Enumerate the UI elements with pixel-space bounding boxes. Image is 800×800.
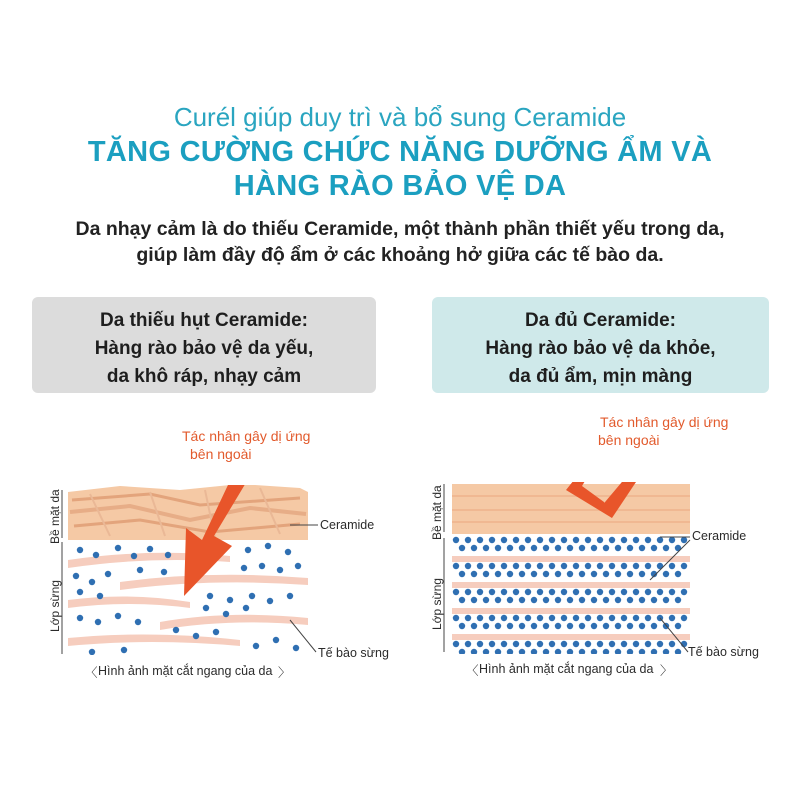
ceramide-dot [477, 563, 483, 569]
ceramide-dot [519, 649, 525, 655]
ceramide-dot [603, 623, 609, 629]
ceramide-dot [633, 537, 639, 543]
ceramide-dot [639, 623, 645, 629]
ceramide-dot [645, 563, 651, 569]
ceramide-dot [507, 597, 513, 603]
ceramide-dot [585, 641, 591, 647]
deficient-allergen-label2: bên ngoài [190, 446, 252, 462]
ceramide-dot [597, 563, 603, 569]
ceramide-dot [549, 589, 555, 595]
ceramide-dot [483, 623, 489, 629]
ceramide-dot [669, 563, 675, 569]
ceramide-dot [561, 641, 567, 647]
ceramide-dot [519, 545, 525, 551]
sufficient-allergen-label1: Tác nhân gây dị ứng [600, 414, 729, 430]
sufficient-horny-label: Lớp sừng [430, 578, 444, 630]
ceramide-dot [555, 649, 561, 655]
ceramide-dot [645, 537, 651, 543]
ceramide-dot [483, 597, 489, 603]
header-title-line2: HÀNG RÀO BẢO VỆ DA [233, 170, 567, 202]
header-title-line1: TĂNG CƯỜNG CHỨC NĂNG DƯỠNG ẨM VÀ [87, 136, 713, 168]
ceramide-dot [579, 545, 585, 551]
ceramide-dot [627, 597, 633, 603]
ceramide-dot [579, 649, 585, 655]
ceramide-dot [639, 571, 645, 577]
ceramide-dot [573, 563, 579, 569]
deficient-surface-label: Bề mặt da [48, 489, 62, 544]
ceramide-dot [573, 589, 579, 595]
ceramide-dot [489, 537, 495, 543]
ceramide-dot [627, 571, 633, 577]
ceramide-dot [597, 641, 603, 647]
ceramide-dot [531, 545, 537, 551]
ceramide-dot [483, 649, 489, 655]
ceramide-dot [603, 545, 609, 551]
ceramide-dot [657, 589, 663, 595]
ceramide-dot [675, 623, 681, 629]
ceramide-dot [465, 641, 471, 647]
ceramide-dot [633, 563, 639, 569]
ceramide-dot [561, 615, 567, 621]
ceramide-dot [645, 615, 651, 621]
ceramide-dot [597, 589, 603, 595]
ceramide-dot [615, 571, 621, 577]
ceramide-dot [459, 623, 465, 629]
ceramide-dot [591, 545, 597, 551]
sufficient-allergen-label2: bên ngoài [598, 432, 660, 448]
deficient-caption-close: 〉 [278, 666, 291, 680]
ceramide-dot [453, 563, 459, 569]
ceramide-dot [459, 597, 465, 603]
ceramide-dot [681, 563, 687, 569]
ceramide-dot [567, 545, 573, 551]
ceramide-dot [567, 649, 573, 655]
ceramide-dot [525, 537, 531, 543]
ceramide-dot [657, 537, 663, 543]
ceramide-dot [585, 589, 591, 595]
header-subtitle: Curél giúp duy trì và bổ sung Ceramide [173, 102, 627, 132]
ceramide-dot [639, 649, 645, 655]
ceramide-dot [603, 597, 609, 603]
ceramide-dot [675, 571, 681, 577]
ceramide-dot [537, 563, 543, 569]
ceramide-dot [615, 649, 621, 655]
ceramide-dot [651, 649, 657, 655]
ceramide-dot [597, 537, 603, 543]
ceramide-dot [537, 615, 543, 621]
ceramide-dot [495, 545, 501, 551]
ceramide-dot [513, 641, 519, 647]
ceramide-dot [495, 649, 501, 655]
ceramide-dot [609, 589, 615, 595]
ceramide-dot [465, 615, 471, 621]
ceramide-dot [663, 649, 669, 655]
ceramide-dot [513, 615, 519, 621]
ceramide-dot [531, 571, 537, 577]
ceramide-dot [477, 615, 483, 621]
ceramide-dot [525, 641, 531, 647]
ceramide-dot [669, 589, 675, 595]
ceramide-dot [645, 641, 651, 647]
ceramide-dot [621, 563, 627, 569]
ceramide-dot [543, 597, 549, 603]
ceramide-dot [627, 649, 633, 655]
ceramide-dot [555, 571, 561, 577]
ceramide-dot [507, 545, 513, 551]
ceramide-dot [477, 641, 483, 647]
sufficient-corneocyte-label: Tế bào sừng [688, 645, 759, 659]
ceramide-dot [471, 623, 477, 629]
ceramide-dot [471, 545, 477, 551]
sufficient-caption-open: 〈 [466, 664, 479, 678]
ceramide-dot [633, 589, 639, 595]
ceramide-dot [585, 537, 591, 543]
ceramide-dot [525, 563, 531, 569]
ceramide-dot [669, 537, 675, 543]
ceramide-dot [501, 641, 507, 647]
ceramide-dot [537, 641, 543, 647]
ceramide-dot [663, 545, 669, 551]
ceramide-dot [591, 597, 597, 603]
ceramide-dot [471, 571, 477, 577]
intro-line2: giúp làm đầy độ ẩm ở các khoảng hở giữa các tế bào da. [136, 244, 664, 266]
ceramide-dot [573, 641, 579, 647]
ceramide-dot [639, 597, 645, 603]
ceramide-dot [567, 597, 573, 603]
ceramide-dot [537, 537, 543, 543]
ceramide-dot [621, 589, 627, 595]
deficient-line2: Hàng rào bảo vệ da yếu, [94, 338, 314, 359]
deficient-line3: da khô ráp, nhạy cảm [106, 366, 302, 387]
ceramide-dot [471, 649, 477, 655]
ceramide-dot [453, 641, 459, 647]
ceramide-dot [555, 545, 561, 551]
ceramide-dot [495, 623, 501, 629]
ceramide-dot [513, 563, 519, 569]
ceramide-dot [561, 537, 567, 543]
deficient-caption: Hình ảnh mặt cắt ngang của da [98, 664, 273, 678]
deficient-title: Da thiếu hụt Ceramide: [100, 310, 308, 331]
ceramide-dot [675, 597, 681, 603]
sufficient-surface-label: Bề mặt da [430, 485, 444, 540]
ceramide-dot [657, 641, 663, 647]
ceramide-dot [555, 597, 561, 603]
ceramide-dot [495, 571, 501, 577]
ceramide-dot [585, 563, 591, 569]
ceramide-dot [573, 537, 579, 543]
ceramide-dot [639, 545, 645, 551]
deficient-ceramide-label: Ceramide [320, 518, 375, 532]
ceramide-dot [591, 649, 597, 655]
ceramide-dot [513, 589, 519, 595]
ceramide-dot [507, 649, 513, 655]
ceramide-dot [525, 589, 531, 595]
sufficient-ceramide-label: Ceramide [692, 529, 747, 543]
deficient-skin-diagram [68, 468, 308, 655]
ceramide-dot [585, 615, 591, 621]
ceramide-dot [651, 623, 657, 629]
deficient-horny-label: Lớp sừng [48, 580, 62, 632]
ceramide-dot [669, 615, 675, 621]
ceramide-dot [483, 571, 489, 577]
ceramide-dot [561, 563, 567, 569]
ceramide-dot [651, 545, 657, 551]
ceramide-dot [453, 589, 459, 595]
ceramide-dot [471, 597, 477, 603]
deficient-allergen-label1: Tác nhân gây dị ứng [182, 428, 311, 444]
ceramide-dot [501, 615, 507, 621]
ceramide-dot [501, 589, 507, 595]
ceramide-dot [633, 641, 639, 647]
ceramide-dot [519, 571, 525, 577]
ceramide-dot [531, 623, 537, 629]
ceramide-dot [669, 641, 675, 647]
sufficient-line3: da đủ ẩm, mịn màng [508, 366, 693, 387]
ceramide-dot [459, 649, 465, 655]
ceramide-dot [579, 597, 585, 603]
ceramide-dot [681, 589, 687, 595]
ceramide-dot [573, 615, 579, 621]
ceramide-dot [465, 537, 471, 543]
ceramide-dot [609, 641, 615, 647]
ceramide-dot [507, 571, 513, 577]
ceramide-dot [555, 623, 561, 629]
ceramide-dot [489, 563, 495, 569]
sufficient-title: Da đủ Ceramide: [525, 310, 676, 331]
ceramide-dot [681, 615, 687, 621]
ceramide-dot [477, 589, 483, 595]
intro-line1: Da nhạy cảm là do thiếu Ceramide, một thành phần thiết yếu trong da, [75, 218, 725, 240]
ceramide-dot [525, 615, 531, 621]
ceramide-dot [621, 537, 627, 543]
ceramide-dot [519, 597, 525, 603]
ceramide-dot [633, 615, 639, 621]
ceramide-dot [579, 571, 585, 577]
sufficient-skin-diagram [452, 470, 690, 655]
ceramide-dot [543, 571, 549, 577]
deficient-corneocyte-label: Tế bào sừng [318, 646, 389, 660]
ceramide-dot [549, 537, 555, 543]
ceramide-dot [465, 563, 471, 569]
ceramide-dot [489, 641, 495, 647]
ceramide-dot [621, 615, 627, 621]
ceramide-dot [531, 597, 537, 603]
sufficient-caption: Hình ảnh mặt cắt ngang của da [479, 662, 654, 676]
ceramide-dot [609, 563, 615, 569]
ceramide-dot [459, 571, 465, 577]
ceramide-dot [543, 545, 549, 551]
ceramide-dot [627, 545, 633, 551]
ceramide-dot [453, 537, 459, 543]
ceramide-dot [609, 537, 615, 543]
ceramide-dot [543, 623, 549, 629]
ceramide-dot [627, 623, 633, 629]
ceramide-dot [549, 641, 555, 647]
sufficient-line2: Hàng rào bảo vệ da khỏe, [485, 338, 716, 359]
ceramide-dot [549, 563, 555, 569]
ceramide-dot [501, 563, 507, 569]
ceramide-dot [621, 641, 627, 647]
ceramide-dot [645, 589, 651, 595]
ceramide-dot [597, 615, 603, 621]
ceramide-dot [549, 615, 555, 621]
ceramide-dot [591, 623, 597, 629]
ceramide-dot [453, 615, 459, 621]
ceramide-dot [663, 597, 669, 603]
ceramide-dot [609, 615, 615, 621]
ceramide-dot [675, 649, 681, 655]
ceramide-dot [501, 537, 507, 543]
ceramide-dot [543, 649, 549, 655]
ceramide-dot [651, 597, 657, 603]
ceramide-dot [567, 623, 573, 629]
ceramide-dot [603, 649, 609, 655]
ceramide-dot [507, 623, 513, 629]
ceramide-dot [489, 589, 495, 595]
ceramide-dot [567, 571, 573, 577]
ceramide-dot [513, 537, 519, 543]
ceramide-dot [615, 545, 621, 551]
ceramide-dot [561, 589, 567, 595]
ceramide-dot [489, 615, 495, 621]
ceramide-dot [591, 571, 597, 577]
ceramide-dot [531, 649, 537, 655]
sufficient-caption-close: 〉 [660, 664, 673, 678]
ceramide-dot [603, 571, 609, 577]
ceramide-dot [465, 589, 471, 595]
ceramide-dot [537, 589, 543, 595]
ceramide-dot [519, 623, 525, 629]
ceramide-dot [663, 571, 669, 577]
ceramide-dot [459, 545, 465, 551]
ceramide-dot [615, 597, 621, 603]
ceramide-dot [477, 537, 483, 543]
ceramide-dot [579, 623, 585, 629]
ceramide-dot [681, 537, 687, 543]
ceramide-dot [495, 597, 501, 603]
deficient-caption-open: 〈 [85, 666, 98, 680]
ceramide-dot [483, 545, 489, 551]
ceramide-dot [615, 623, 621, 629]
